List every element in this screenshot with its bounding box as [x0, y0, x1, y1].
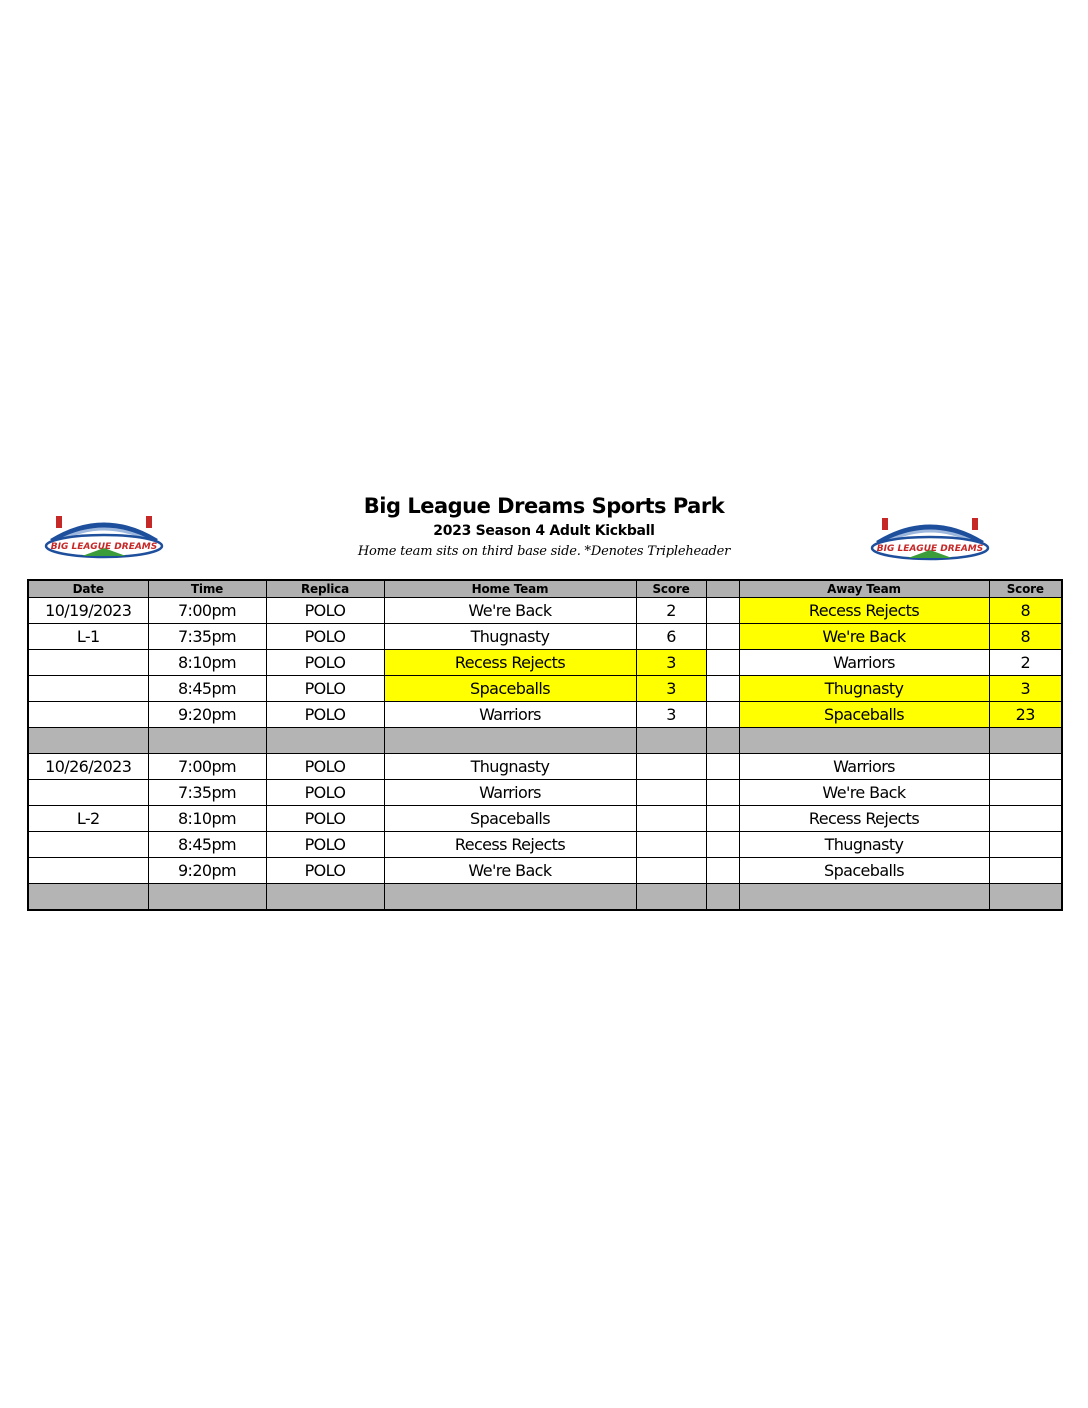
- blank-cell: [706, 650, 739, 676]
- home-team-cell: Thugnasty: [384, 624, 636, 650]
- column-header-away-team: Away Team: [739, 580, 989, 598]
- date-cell: L-1: [28, 624, 148, 650]
- blank-cell: [706, 754, 739, 780]
- field-cell: POLO: [266, 806, 384, 832]
- away-score-cell: 8: [989, 624, 1062, 650]
- home-score-cell: [636, 832, 706, 858]
- away-score-cell: [989, 832, 1062, 858]
- table-row: [28, 832, 1062, 858]
- date-cell: [28, 676, 148, 702]
- away-team-cell: Spaceballs: [739, 858, 989, 884]
- blank-cell: [706, 598, 739, 624]
- away-team-cell: Warriors: [739, 650, 989, 676]
- away-score-cell: [989, 780, 1062, 806]
- away-score-cell: 2: [989, 650, 1062, 676]
- field-cell: POLO: [266, 598, 384, 624]
- away-score-cell: [989, 754, 1062, 780]
- date-cell: [28, 650, 148, 676]
- time-cell: 9:20pm: [148, 858, 266, 884]
- home-team-cell: Spaceballs: [384, 806, 636, 832]
- blank-cell: [706, 676, 739, 702]
- table-row: [28, 598, 1062, 624]
- date-cell: 10/19/2023: [28, 598, 148, 624]
- away-team-cell: We're Back: [739, 780, 989, 806]
- away-team-cell: Spaceballs: [739, 702, 989, 728]
- home-score-cell: 3: [636, 702, 706, 728]
- home-score-cell: [636, 754, 706, 780]
- home-team-cell: Recess Rejects: [384, 832, 636, 858]
- time-cell: 7:00pm: [148, 598, 266, 624]
- table-row: [28, 754, 1062, 780]
- blank-cell: [706, 806, 739, 832]
- time-cell: 8:45pm: [148, 676, 266, 702]
- table-row: [28, 624, 1062, 650]
- field-cell: POLO: [266, 702, 384, 728]
- field-cell: POLO: [266, 650, 384, 676]
- date-cell: [28, 858, 148, 884]
- blank-cell: [706, 858, 739, 884]
- table-row: [28, 650, 1062, 676]
- time-cell: 8:45pm: [148, 832, 266, 858]
- home-team-cell: Warriors: [384, 702, 636, 728]
- home-score-cell: 3: [636, 650, 706, 676]
- column-header-blank: [706, 580, 739, 598]
- field-cell: POLO: [266, 754, 384, 780]
- away-team-cell: We're Back: [739, 624, 989, 650]
- away-score-cell: 8: [989, 598, 1062, 624]
- logo-text: BIG LEAGUE DREAMS: [50, 542, 158, 552]
- column-header-replica: Replica: [266, 580, 384, 598]
- date-cell: L-2: [28, 806, 148, 832]
- table-header-row: [28, 580, 1062, 598]
- column-header-away-score: Score: [989, 580, 1062, 598]
- home-team-cell: Warriors: [384, 780, 636, 806]
- field-cell: POLO: [266, 624, 384, 650]
- page-title: Big League Dreams Sports Park: [363, 494, 725, 518]
- home-team-cell: Spaceballs: [384, 676, 636, 702]
- time-cell: 7:35pm: [148, 624, 266, 650]
- page-subtitle: 2023 Season 4 Adult Kickball: [433, 523, 655, 539]
- away-team-cell: Warriors: [739, 754, 989, 780]
- time-cell: 8:10pm: [148, 650, 266, 676]
- away-team-cell: Recess Rejects: [739, 806, 989, 832]
- time-cell: 7:35pm: [148, 780, 266, 806]
- column-header-date: Date: [28, 580, 148, 598]
- away-score-cell: 3: [989, 676, 1062, 702]
- home-score-cell: [636, 806, 706, 832]
- blank-cell: [706, 832, 739, 858]
- blank-cell: [706, 780, 739, 806]
- table-row: [28, 806, 1062, 832]
- home-score-cell: 3: [636, 676, 706, 702]
- date-cell: [28, 780, 148, 806]
- away-score-cell: [989, 858, 1062, 884]
- document-header: [0, 492, 1088, 570]
- column-header-home-score: Score: [636, 580, 706, 598]
- field-cell: POLO: [266, 780, 384, 806]
- away-team-cell: Thugnasty: [739, 832, 989, 858]
- blank-cell: [706, 702, 739, 728]
- home-team-cell: We're Back: [384, 598, 636, 624]
- column-header-time: Time: [148, 580, 266, 598]
- spacer-row: [28, 884, 1062, 911]
- away-score-cell: 23: [989, 702, 1062, 728]
- date-cell: 10/26/2023: [28, 754, 148, 780]
- table-row: [28, 702, 1062, 728]
- date-cell: [28, 832, 148, 858]
- field-cell: POLO: [266, 832, 384, 858]
- spacer-row: [28, 728, 1062, 754]
- time-cell: 7:00pm: [148, 754, 266, 780]
- home-team-cell: Recess Rejects: [384, 650, 636, 676]
- home-score-cell: 2: [636, 598, 706, 624]
- home-score-cell: [636, 858, 706, 884]
- away-score-cell: [989, 806, 1062, 832]
- table-row: [28, 676, 1062, 702]
- home-team-cell: Thugnasty: [384, 754, 636, 780]
- table-row: [28, 780, 1062, 806]
- table-row: [28, 858, 1062, 884]
- logo-text: BIG LEAGUE DREAMS: [876, 544, 984, 554]
- schedule-table: [27, 579, 1063, 911]
- home-score-cell: 6: [636, 624, 706, 650]
- time-cell: 9:20pm: [148, 702, 266, 728]
- date-cell: [28, 702, 148, 728]
- time-cell: 8:10pm: [148, 806, 266, 832]
- blank-cell: [706, 624, 739, 650]
- home-team-cell: We're Back: [384, 858, 636, 884]
- home-team-note: Home team sits on third base side. *Denotes Tripleheader: [357, 544, 731, 559]
- field-cell: POLO: [266, 676, 384, 702]
- home-score-cell: [636, 780, 706, 806]
- away-team-cell: Thugnasty: [739, 676, 989, 702]
- column-header-home-team: Home Team: [384, 580, 636, 598]
- big-league-dreams-logo-right: [868, 514, 992, 564]
- away-team-cell: Recess Rejects: [739, 598, 989, 624]
- field-cell: POLO: [266, 858, 384, 884]
